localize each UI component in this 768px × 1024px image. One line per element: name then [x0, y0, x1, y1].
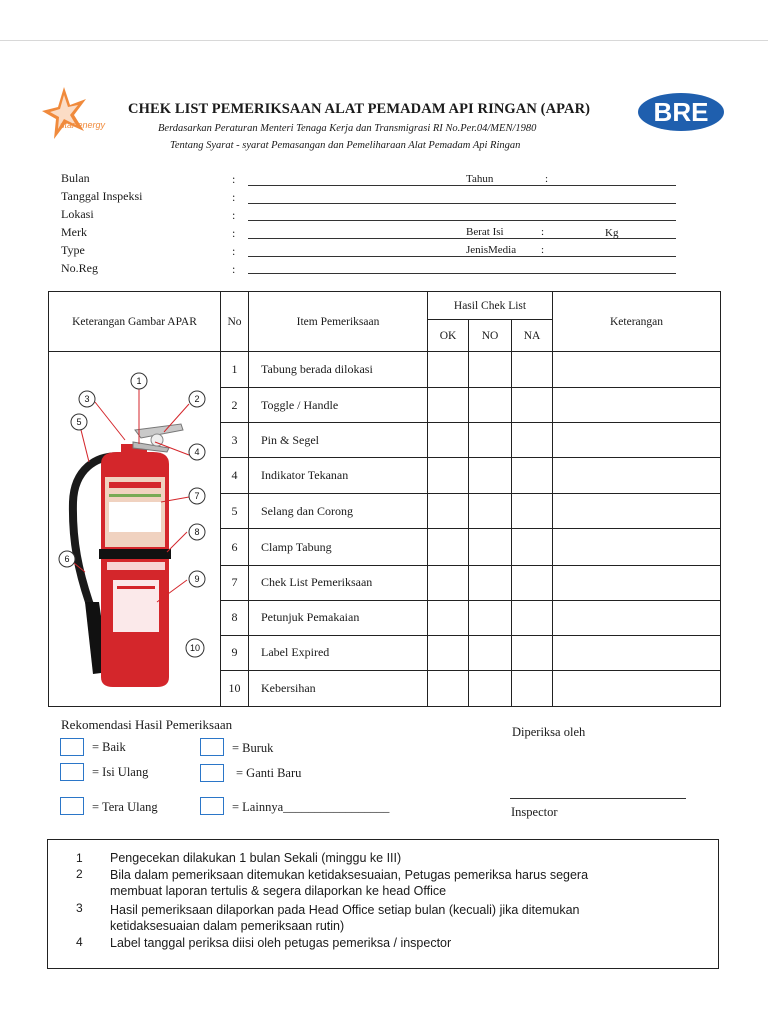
callout-8: 8	[194, 527, 200, 537]
field-label-jenis-media: JenisMedia	[466, 244, 517, 256]
field-colon: :	[545, 173, 549, 185]
bre-logo-icon	[637, 92, 725, 132]
callout-6: 6	[64, 554, 70, 564]
option-ganti-baru-label: = Ganti Baru	[236, 766, 302, 780]
checkbox-lainnya[interactable]	[200, 797, 224, 815]
callout-10: 10	[189, 643, 201, 653]
cell-na[interactable]	[512, 565, 553, 600]
note-text: Label tanggal periksa diisi oleh petugas pemeriksa / inspector	[110, 936, 452, 950]
row-number: 7	[221, 565, 249, 600]
recommendation-title: Rekomendasi Hasil Pemeriksaan	[61, 717, 233, 732]
header-ok: OK	[428, 320, 469, 352]
tag-line-shape	[117, 586, 155, 589]
cell-ok[interactable]	[428, 458, 469, 494]
field-label-type: Type	[61, 243, 85, 257]
field-label-tahun: Tahun	[466, 173, 494, 185]
clamp-shape	[99, 549, 171, 559]
cell-no[interactable]	[469, 494, 512, 529]
field-colon: :	[232, 262, 236, 276]
cell-keterangan[interactable]	[553, 423, 721, 458]
row-number: 10	[221, 670, 249, 706]
cell-ok[interactable]	[428, 423, 469, 458]
note-number: 3	[76, 901, 83, 915]
bre-logo-text: BRE	[653, 97, 709, 127]
header-keterangan-gambar: Keterangan Gambar APAR	[49, 292, 221, 352]
band-shape	[107, 562, 165, 570]
callout-5: 5	[76, 417, 82, 427]
cell-ok[interactable]	[428, 635, 469, 670]
subtitle-topic: Tentang Syarat - syarat Pemasangan dan Pemeliharaan Alat Pemadam Api Ringan	[170, 140, 521, 151]
row-item: Toggle / Handle	[249, 388, 428, 423]
label-panel-shape	[109, 502, 161, 532]
checkbox-baik[interactable]	[60, 738, 84, 756]
cell-na[interactable]	[512, 670, 553, 706]
row-number: 5	[221, 494, 249, 529]
field-colon: :	[232, 226, 236, 240]
option-isi-ulang-label: = Isi Ulang	[92, 765, 149, 779]
cell-keterangan[interactable]	[553, 494, 721, 529]
cell-no[interactable]	[469, 565, 512, 600]
header-na: NA	[512, 320, 553, 352]
diperiksa-oleh-label: Diperiksa oleh	[512, 725, 586, 739]
cell-no[interactable]	[469, 600, 512, 635]
cell-na[interactable]	[512, 635, 553, 670]
cell-no[interactable]	[469, 458, 512, 494]
note-text: membuat laporan tertulis & segera dilaporkan ke head Office	[110, 884, 447, 898]
cell-keterangan[interactable]	[553, 352, 721, 388]
checkbox-ganti-baru[interactable]	[200, 764, 224, 782]
cell-ok[interactable]	[428, 600, 469, 635]
field-label-kg: Kg	[605, 227, 619, 239]
table-row	[49, 352, 721, 388]
logo-text: star energy	[60, 120, 106, 130]
cell-na[interactable]	[512, 388, 553, 423]
option-lainnya-label: = Lainnya_________________	[232, 800, 390, 814]
label-stripe-shape	[109, 482, 161, 488]
row-number: 1	[221, 352, 249, 388]
field-label-berat-isi: Berat Isi	[466, 226, 504, 238]
cell-keterangan[interactable]	[553, 635, 721, 670]
fire-extinguisher-diagram	[49, 352, 220, 702]
note-text: ketidaksesuaian dalam pemeriksaan rutin)	[110, 919, 345, 933]
row-item: Tabung berada dilokasi	[249, 352, 428, 388]
row-item: Clamp Tabung	[249, 529, 428, 565]
page-title: CHEK LIST PEMERIKSAAN ALAT PEMADAM API RINGAN (APAR)	[128, 101, 591, 117]
row-number: 6	[221, 529, 249, 565]
field-label-tanggal: Tanggal Inspeksi	[61, 189, 143, 203]
cell-na[interactable]	[512, 458, 553, 494]
cell-ok[interactable]	[428, 494, 469, 529]
option-buruk-label: = Buruk	[232, 741, 274, 755]
callout-7: 7	[194, 491, 200, 501]
row-item: Petunjuk Pemakaian	[249, 600, 428, 635]
note-number: 2	[76, 867, 83, 881]
cell-na[interactable]	[512, 423, 553, 458]
note-text: Pengecekan dilakukan 1 bulan Sekali (minggu ke III)	[110, 851, 402, 865]
cell-ok[interactable]	[428, 670, 469, 706]
cell-keterangan[interactable]	[553, 529, 721, 565]
row-item: Kebersihan	[249, 670, 428, 706]
header-no-result: NO	[469, 320, 512, 352]
note-number: 4	[76, 935, 83, 949]
cell-no[interactable]	[469, 635, 512, 670]
callout-2: 2	[194, 394, 200, 404]
row-number: 3	[221, 423, 249, 458]
cell-na[interactable]	[512, 352, 553, 388]
field-colon: :	[232, 172, 236, 186]
header-item: Item Pemeriksaan	[249, 292, 428, 352]
note-text: Hasil pemeriksaan dilaporkan pada Head Office setiap bulan (kecuali) jika ditemukan	[110, 903, 580, 917]
cell-keterangan[interactable]	[553, 388, 721, 423]
row-item: Pin & Segel	[249, 423, 428, 458]
notes-box	[47, 839, 719, 969]
star-energy-logo-icon	[40, 85, 120, 145]
inspector-label: Inspector	[511, 805, 558, 819]
cell-na[interactable]	[512, 529, 553, 565]
cell-na[interactable]	[512, 600, 553, 635]
cell-keterangan[interactable]	[553, 600, 721, 635]
checkbox-buruk[interactable]	[200, 738, 224, 756]
row-number: 2	[221, 388, 249, 423]
cell-ok[interactable]	[428, 388, 469, 423]
field-label-merk: Merk	[61, 225, 87, 239]
cell-ok[interactable]	[428, 352, 469, 388]
field-colon: :	[232, 208, 236, 222]
row-item: Indikator Tekanan	[249, 458, 428, 494]
note-number: 1	[76, 851, 83, 865]
field-colon: :	[232, 244, 236, 258]
callout-3: 3	[84, 394, 90, 404]
field-line-lokasi[interactable]	[248, 220, 676, 221]
checkbox-isi-ulang[interactable]	[60, 763, 84, 781]
field-label-lokasi: Lokasi	[61, 207, 94, 221]
cell-ok[interactable]	[428, 529, 469, 565]
field-line-type[interactable]	[248, 256, 676, 257]
field-line-noreg[interactable]	[248, 273, 676, 274]
cell-no[interactable]	[469, 352, 512, 388]
field-colon: :	[232, 190, 236, 204]
cell-ok[interactable]	[428, 565, 469, 600]
cell-no[interactable]	[469, 388, 512, 423]
field-colon: :	[541, 226, 545, 238]
field-colon: :	[541, 244, 545, 256]
cell-keterangan[interactable]	[553, 458, 721, 494]
subtitle-regulation: Berdasarkan Peraturan Menteri Tenaga Kerja dan Transmigrasi RI No.Per.04/MEN/1980	[158, 123, 537, 134]
extinguisher-image-cell	[49, 352, 221, 707]
field-line-tanggal[interactable]	[248, 203, 676, 204]
header-hasil-check-list: Hasil Chek List	[428, 292, 553, 320]
row-number: 8	[221, 600, 249, 635]
checkbox-tera-ulang[interactable]	[60, 797, 84, 815]
cell-na[interactable]	[512, 494, 553, 529]
option-tera-ulang-label: = Tera Ulang	[92, 800, 158, 814]
signature-line[interactable]	[510, 798, 686, 799]
row-item: Label Expired	[249, 635, 428, 670]
callout-9: 9	[194, 574, 200, 584]
label-stripe-shape	[109, 494, 161, 497]
cell-no[interactable]	[469, 670, 512, 706]
row-number: 4	[221, 458, 249, 494]
cell-no[interactable]	[469, 529, 512, 565]
note-text: Bila dalam pemeriksaan ditemukan ketidaksesuaian, Petugas pemeriksa harus segera	[110, 868, 589, 882]
callout-4: 4	[194, 447, 200, 457]
option-baik-label: = Baik	[92, 740, 126, 754]
row-number: 9	[221, 635, 249, 670]
field-line-bulan[interactable]	[248, 185, 676, 186]
header-no: No	[221, 292, 249, 352]
row-item: Chek List Pemeriksaan	[249, 565, 428, 600]
callout-1: 1	[136, 376, 142, 386]
field-label-noreg: No.Reg	[61, 261, 98, 275]
cell-keterangan[interactable]	[553, 565, 721, 600]
checklist-table	[48, 291, 721, 707]
cell-keterangan[interactable]	[553, 670, 721, 706]
row-item: Selang dan Corong	[249, 494, 428, 529]
cell-no[interactable]	[469, 423, 512, 458]
header-keterangan: Keterangan	[553, 292, 721, 352]
page-top-border	[0, 40, 768, 41]
field-label-bulan: Bulan	[61, 171, 90, 185]
